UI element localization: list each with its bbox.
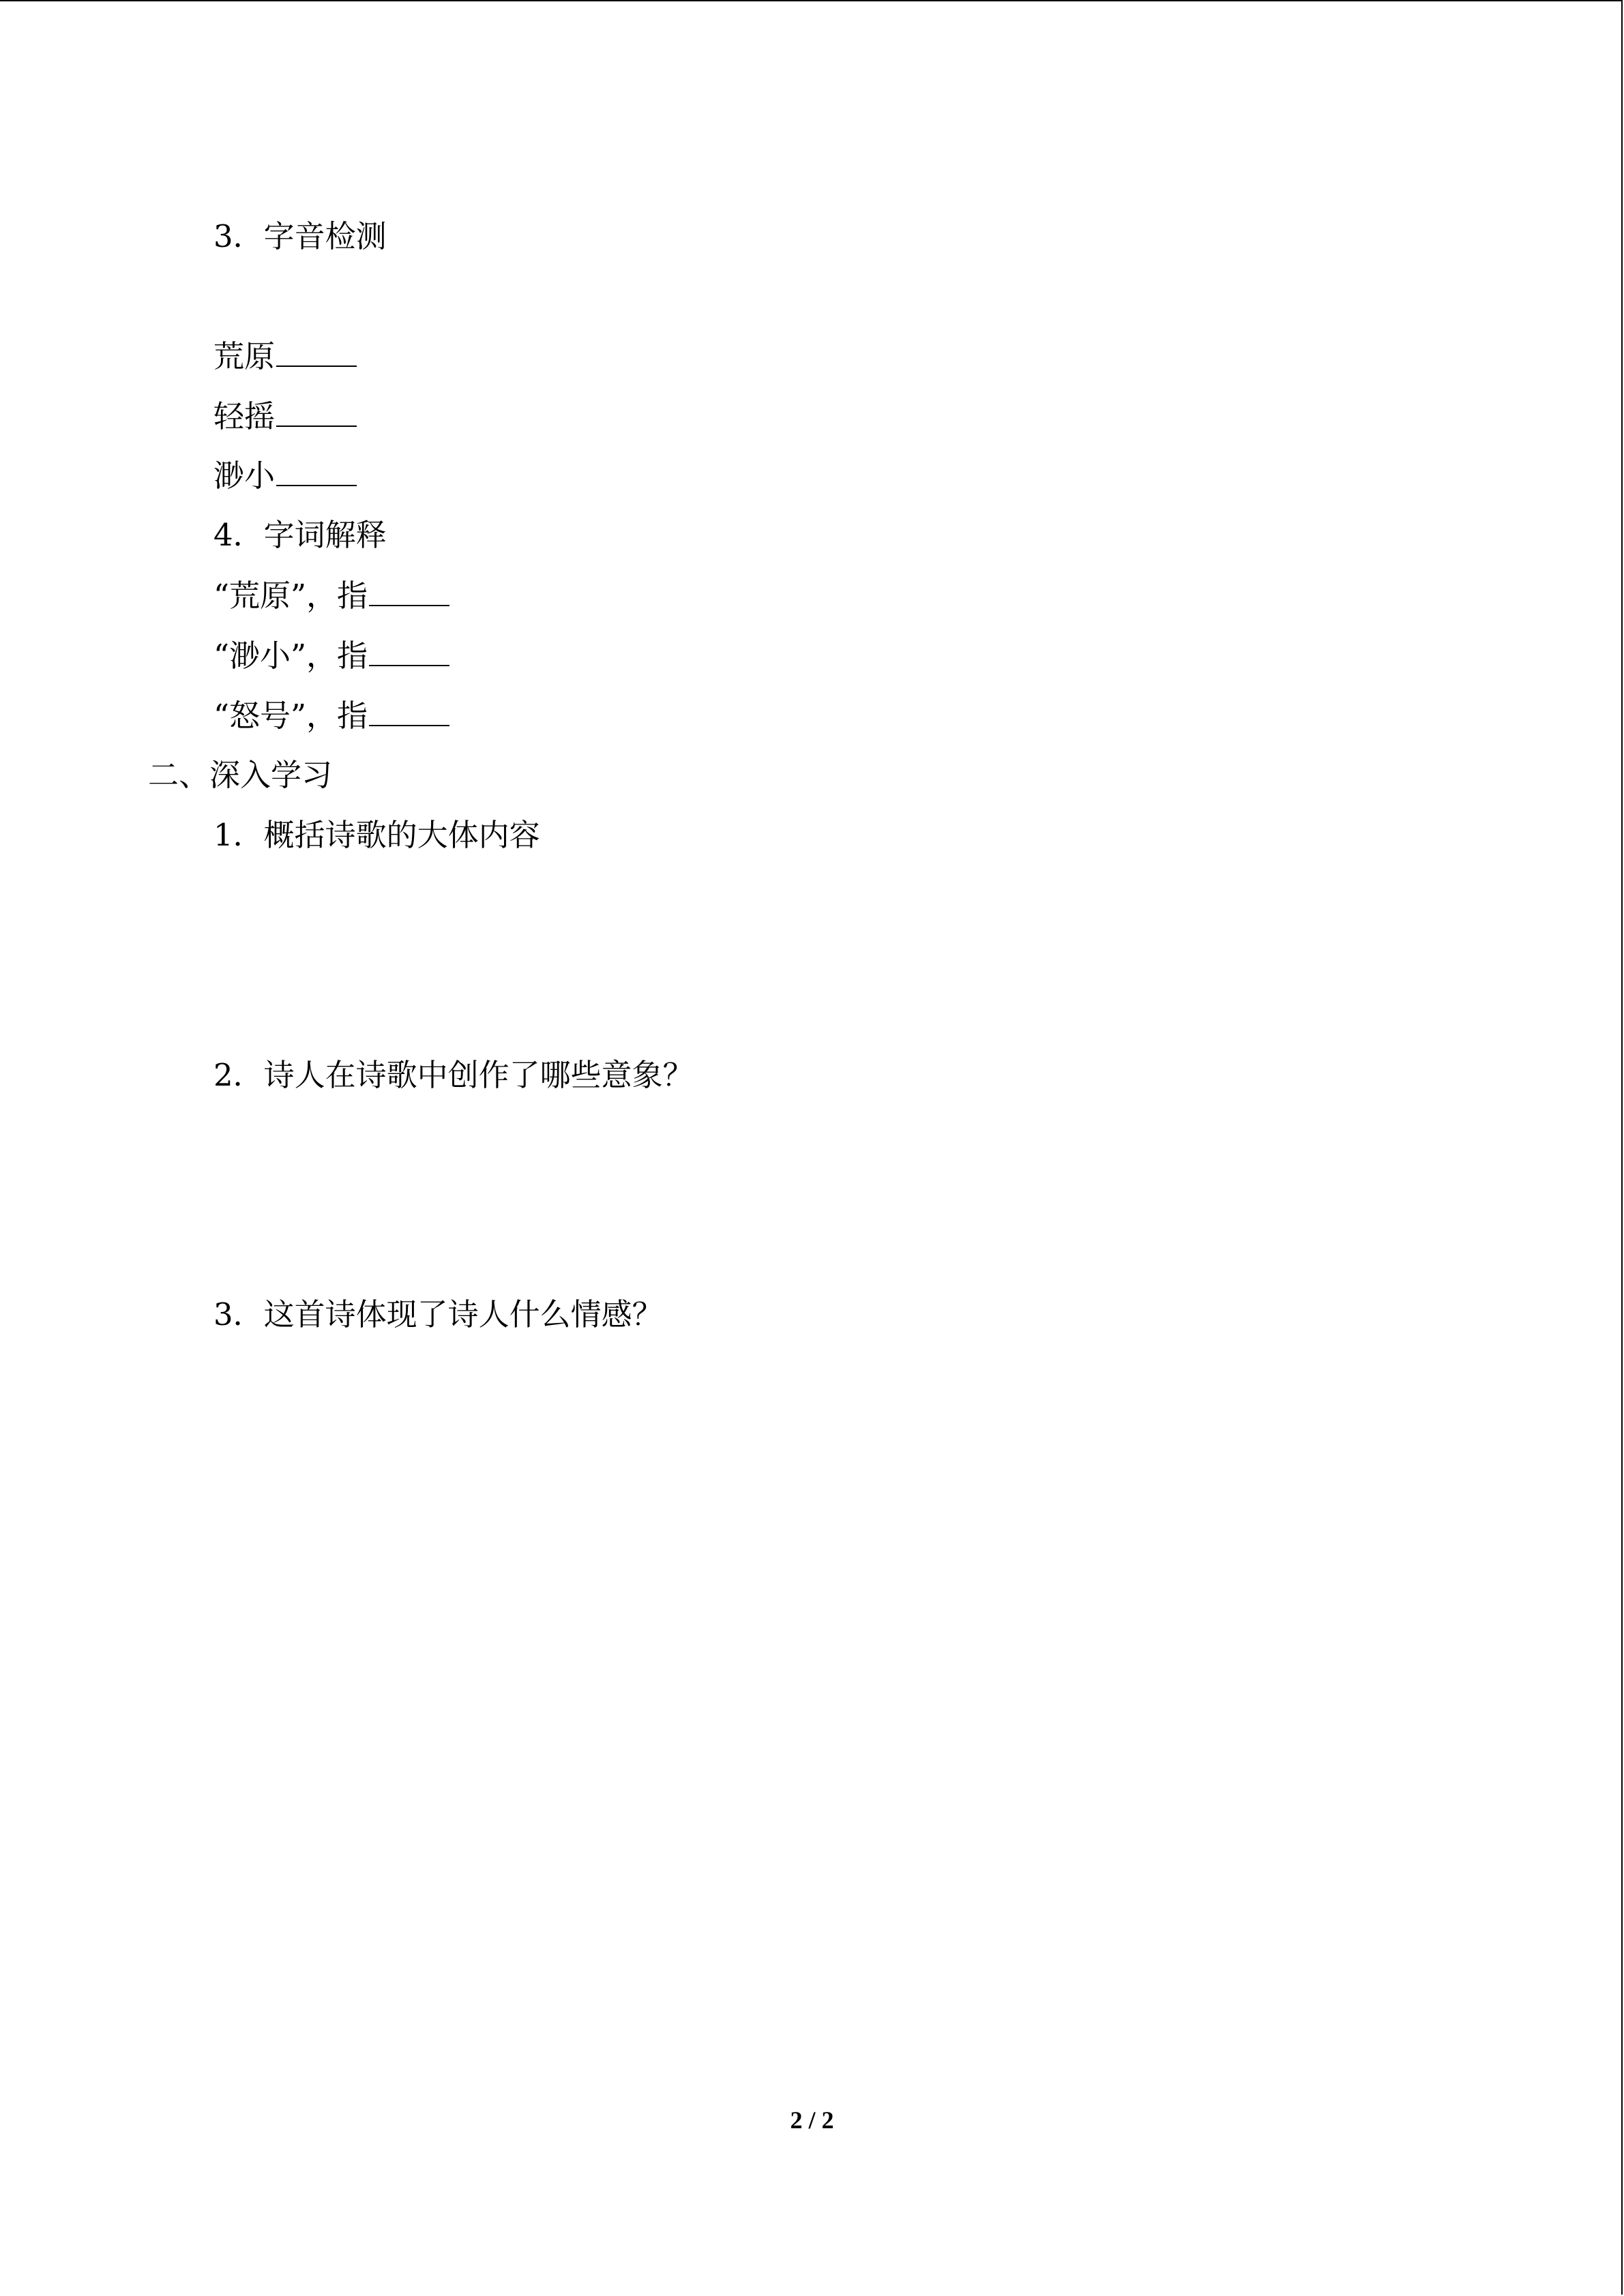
word-label: 荒原: [213, 338, 276, 374]
definition-item: [213, 635, 449, 676]
word-label: 轻摇: [213, 398, 276, 434]
study-question: 3．这首诗体现了诗人什么情感？: [213, 1296, 663, 1332]
study-question: 1．概括诗歌的大体内容: [213, 817, 540, 853]
answer-blank[interactable]: [276, 455, 357, 486]
definition-item: [213, 575, 449, 616]
pronunciation-item: [213, 336, 357, 377]
definition-label: “渺小”，指: [213, 638, 368, 674]
question-heading-definitions: 4．字词解释: [213, 517, 387, 553]
answer-blank[interactable]: [369, 575, 449, 606]
section-heading: 二、深入学习: [148, 757, 333, 793]
answer-blank[interactable]: [369, 635, 449, 666]
answer-blank[interactable]: [276, 396, 357, 427]
study-question: 2．诗人在诗歌中创作了哪些意象？: [213, 1057, 694, 1093]
question-heading-pronunciation: 3．字音检测: [213, 218, 387, 254]
definition-label: “荒原”，指: [213, 578, 368, 614]
answer-blank[interactable]: [369, 695, 449, 726]
pronunciation-item: [213, 396, 357, 437]
pronunciation-item: [213, 455, 357, 496]
word-label: 渺小: [213, 458, 276, 494]
page-number: 2 / 2: [790, 2106, 834, 2134]
definition-item: [213, 695, 449, 736]
definition-label: “怒号”，指: [213, 698, 368, 734]
answer-blank[interactable]: [276, 336, 357, 367]
